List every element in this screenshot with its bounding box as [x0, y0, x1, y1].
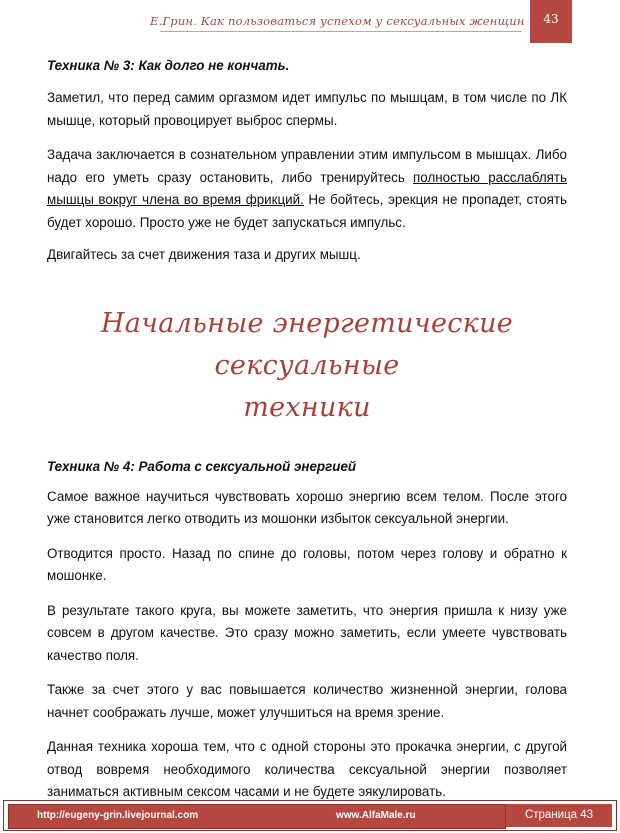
header-divider [160, 31, 522, 32]
section-title-line-1: Начальные энергетические сексуальные [100, 307, 514, 381]
paragraph-text: Задача заключается в сознательном управлении этим импульсом в мышцах. Либо надо его уметь сразу остановить, либо тренируйтесь [47, 147, 567, 185]
page-footer [3, 800, 617, 831]
underlined-text: полностью расслаблять мышцы вокруг члена во время фрикций. [47, 169, 567, 207]
paragraph-text: Не бойтесь, эрекция не пропадет, стоять будет хорошо. Просто уже не будет запускаться импульс. [47, 192, 567, 230]
technique-3-paragraph-3: Двигайтесь за счет движения таза и других мышц. [47, 247, 361, 262]
technique-3-paragraph-1: Заметил, что перед самим оргазмом идет импульс по мышцам, в том числе по ЛК мышце, который провоцирует выброс спермы. [47, 90, 567, 128]
footer-page-number: Страница 43 [506, 804, 612, 827]
technique-4-paragraph-5: Данная техника хороша тем, что с одной стороны это прокачка энергии, с другой отвод вовремя необходимого количества сексуальной энергии позволяет заниматься активным сексом часами и не будете эякулировать. [47, 739, 567, 799]
footer-links-bar [8, 804, 506, 829]
technique-4-heading: Техника № 4: Работа с сексуальной энергией [47, 458, 357, 474]
technique-4-paragraph-4: Также за счет этого у вас повышается количество жизненной энергии, голова начнет соображать лучше, может улучшиться на время зрение. [47, 682, 567, 720]
page-content [47, 58, 567, 804]
technique-4-paragraph-3: В результате такого круга, вы можете заметить, что энергия пришла к низу уже совсем в другом качестве. Это сразу можно заметить, если умеете чувствовать качество поля. [47, 602, 567, 663]
footer-link-livejournal[interactable]: http://eugeny-grin.livejournal.com [37, 810, 199, 821]
technique-4-paragraph-2: Отводится просто. Назад по спине до головы, потом через голову и обратно к мошонке. [47, 545, 567, 583]
page-number-tab: 43 [530, 0, 572, 43]
section-title-line-2: техники [243, 391, 371, 423]
technique-3-paragraph-2 [47, 144, 567, 234]
footer-link-alfamale[interactable]: www.AlfaMale.ru [336, 810, 416, 821]
technique-4-paragraph-1: Самое важное научиться чувствовать хорошо энергию всем телом. После этого уже становится легко отводить из мошонки избыток сексуальной энергии. [47, 488, 567, 526]
running-header-title: Е.Грин. Как пользоваться успехом у сексуальных женщин [150, 14, 525, 28]
technique-3-heading: Техника № 3: Как долго не кончать. [47, 58, 290, 73]
